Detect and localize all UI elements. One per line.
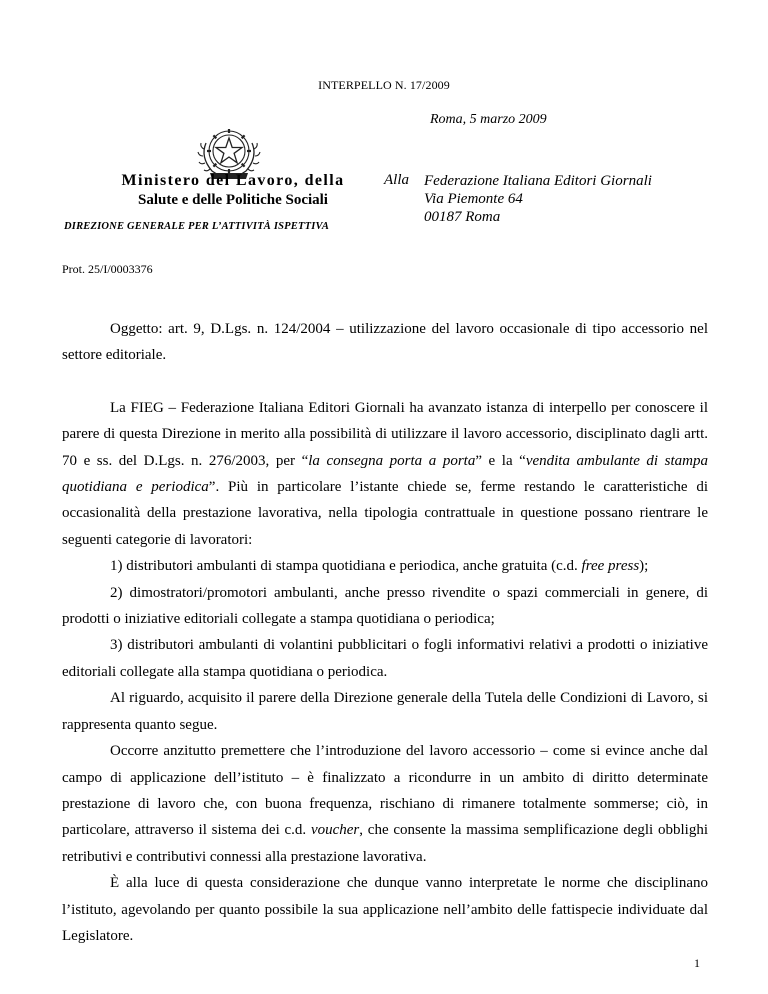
interpello-number: INTERPELLO N. 17/2009 bbox=[318, 78, 450, 92]
paragraph: È alla luce di questa considerazione che dunque vanno interpretate le norme che disciplinano l’istituto, agevolando per quanto possibile la sua applicazione nell’ambito delle fattispecie individuate dal Legislatore. bbox=[62, 875, 708, 944]
letter-body bbox=[62, 316, 708, 949]
list-item-text: ); bbox=[639, 558, 649, 575]
ministry-subtitle: Salute e delle Politiche Sociali bbox=[138, 192, 328, 208]
paragraph-text: Occorre anzitutto premettere che l’introduzione del lavoro accessorio – come si evince anche dal campo di applicazione dell’istituto – è finalizzato a ricondurre in un ambito di diritto determinate prestazione di lavoro che, con buona frequenza, rischiano di rimanere totalmente sommerse; ciò, in particolare, attraverso il sistema dei c.d. bbox=[62, 743, 708, 839]
paragraph-text: La FIEG – Federazione Italiana Editori Giornali ha avanzato istanza di interpello per conoscere il parere di questa Direzione in merito alla possibilità di utilizzare il lavoro accessorio, disciplinato dagli artt. 70 e ss. del D.Lgs. n. 276/2003, per “ bbox=[62, 399, 708, 469]
direzione-heading: DIREZIONE GENERALE PER L’ATTIVITÀ ISPETTIVA bbox=[64, 221, 330, 232]
quoted-activity: la consegna porta a porta bbox=[308, 452, 476, 469]
paragraph-text: , che consente la massima semplificazione degli obblighi retributivi e contributivi connessi alla prestazione lavorativa. bbox=[62, 822, 708, 865]
paragraph-text: ” e la “ bbox=[475, 452, 526, 469]
list-item-text: 1) distributori ambulanti di stampa quotidiana e periodica, anche gratuita (c.d. bbox=[110, 558, 582, 575]
list-item: 3) distributori ambulanti di volantini pubblicitari o fogli informativi relativi a prodotti o iniziative editoriali collegate alla stampa quotidiana o periodica. bbox=[62, 637, 708, 680]
paragraph: Al riguardo, acquisito il parere della Direzione generale della Tutela delle Condizioni di Lavoro, si rappresenta quanto segue. bbox=[62, 690, 708, 733]
page-number: 1 bbox=[694, 956, 700, 970]
voucher-term: voucher bbox=[310, 822, 360, 839]
paragraph bbox=[62, 738, 708, 870]
recipient-label: Alla bbox=[384, 172, 409, 188]
document-date: Roma, 5 marzo 2009 bbox=[430, 112, 547, 127]
paragraph-request bbox=[62, 395, 708, 553]
recipient-street: Via Piemonte 64 bbox=[424, 191, 523, 207]
quoted-activity: vendita ambulante di stampa quotidiana e periodica bbox=[62, 452, 708, 496]
recipient-city: 00187 Roma bbox=[424, 209, 501, 225]
paragraph-text: ”. Più in particolare l’istante chiede se, ferme restando le caratteristiche di occasionalità della prestazione lavorativa, nella tipologia contrattuale in questione possano rientrare le seguenti categorie di lavoratori: bbox=[62, 479, 708, 548]
list-item bbox=[62, 553, 708, 579]
list-item-term: free press bbox=[581, 558, 640, 575]
ministry-name: Ministero del Lavoro, della bbox=[121, 172, 345, 189]
recipient-name: Federazione Italiana Editori Giornali bbox=[424, 173, 652, 189]
subject-line: Oggetto: art. 9, D.Lgs. n. 124/2004 – utilizzazione del lavoro occasionale di tipo accessorio nel settore editoriale. bbox=[62, 321, 708, 364]
protocol-number: Prot. 25/I/0003376 bbox=[62, 262, 153, 276]
list-item: 2) dimostratori/promotori ambulanti, anche presso rivendite o spazi commerciali in genere, di prodotti o iniziative editoriali collegate a stampa quotidiana o periodica; bbox=[62, 584, 708, 628]
